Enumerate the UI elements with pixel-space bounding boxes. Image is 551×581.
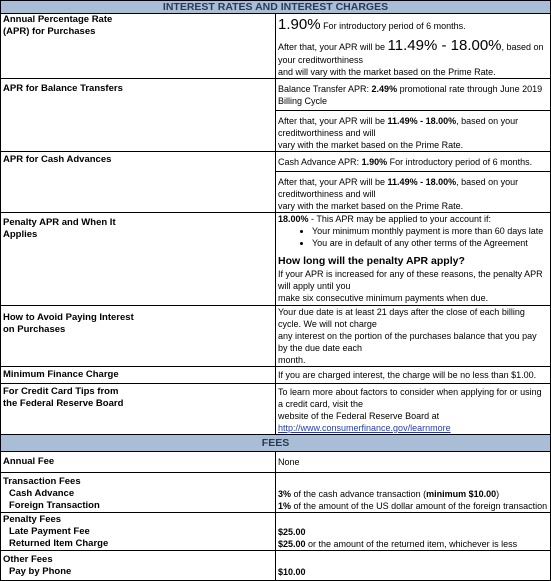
tips-label: For Credit Card Tips from the Federal Reserve Board [1, 384, 276, 435]
federal-reserve-link[interactable]: http://www.consumerfinance.gov/learnmore [278, 423, 451, 433]
purchase-apr-label: Annual Percentage Rate (APR) for Purchases [1, 14, 276, 79]
purchase-intro-rate: 1.90% [278, 16, 321, 33]
tips-row [1, 384, 551, 435]
purchase-apr-value: 1.90% For introductory period of 6 months. After that, your APR will be 11.49% - 18.00%, based on your creditworthiness and will vary with the market based on the Prime Rate. [276, 14, 551, 79]
penalty-conditions-list [278, 225, 548, 249]
purchase-after-rate: 11.49% - 18.00% [387, 37, 502, 54]
divider [276, 110, 550, 111]
purchase-apr-row [1, 14, 551, 79]
annual-fee-label: Annual Fee [1, 452, 276, 473]
penalty-apr-row [1, 213, 551, 306]
annual-fee-value: None [276, 452, 551, 473]
penalty-question: How long will the penalty APR apply? [278, 255, 465, 267]
minimum-finance-value: If you are charged interest, the charge will be no less than $1.00. [276, 367, 551, 384]
penalty-fees-value: $25.00 $25.00 or the amount of the returned item, whichever is less [276, 513, 551, 551]
penalty-fees-label: Penalty Fees Late Payment Fee Returned Item Charge [1, 513, 276, 551]
balance-transfer-value: Balance Transfer APR: 2.49% promotional rate through June 2019 Billing Cycle After that, your APR will be 11.49% - 18.00%, based on your creditworthiness and will vary with the market based on the Prime Rate. [276, 79, 551, 152]
penalty-fees-row [1, 513, 551, 551]
minimum-finance-row [1, 367, 551, 384]
penalty-apr-label: Penalty APR and When It Applies [1, 213, 276, 306]
tips-value: To learn more about factors to consider when applying for or using a credit card, visit the website of the Federal Reserve Board at http://www.consumerfinance.gov/learnmore [276, 384, 551, 435]
cash-advance-row [1, 152, 551, 213]
annual-fee-row [1, 452, 551, 473]
avoid-interest-label: How to Avoid Paying Interest on Purchases [1, 306, 276, 367]
divider [276, 171, 550, 172]
transaction-fees-value: 3% of the cash advance transaction (minimum $10.00) 1% of the amount of the US dollar amount of the foreign transaction [276, 473, 551, 513]
interest-rates-header: INTEREST RATES AND INTEREST CHARGES [1, 1, 551, 14]
balance-transfer-label: APR for Balance Transfers [1, 79, 276, 152]
list-item: • You are in default of any other terms of the Agreement [312, 237, 548, 249]
transaction-fees-row [1, 473, 551, 513]
penalty-apr-value: 18.00% - This APR may be applied to your account if: • Your minimum monthly payment is more than 60 days late • You are in default of any other terms of the Agreement How long will the penalty APR apply? If your APR is increased for any of these reasons, the penalty APR will apply until you make six consecutive minimum payments when due. [276, 213, 551, 306]
avoid-interest-value: Your due date is at least 21 days after the close of each billing cycle. We will not charge any interest on the portion of the purchases balance that you pay by the due date each month. [276, 306, 551, 367]
other-fees-row [1, 551, 551, 581]
avoid-interest-row [1, 306, 551, 367]
balance-transfer-row [1, 79, 551, 152]
transaction-fees-label: Transaction Fees Cash Advance Foreign Transaction [1, 473, 276, 513]
list-item: • Your minimum monthly payment is more than 60 days late [312, 225, 548, 237]
fees-header: FEES [1, 435, 551, 452]
other-fees-label: Other Fees Pay by Phone [1, 551, 276, 581]
cash-advance-label: APR for Cash Advances [1, 152, 276, 213]
cash-advance-value: Cash Advance APR: 1.90% For introductory period of 6 months. After that, your APR will be 11.49% - 18.00%, based on your creditworthiness and will vary with the market based on the Prime Rate. [276, 152, 551, 213]
other-fees-value: $10.00 [276, 551, 551, 581]
minimum-finance-label: Minimum Finance Charge [1, 367, 276, 384]
